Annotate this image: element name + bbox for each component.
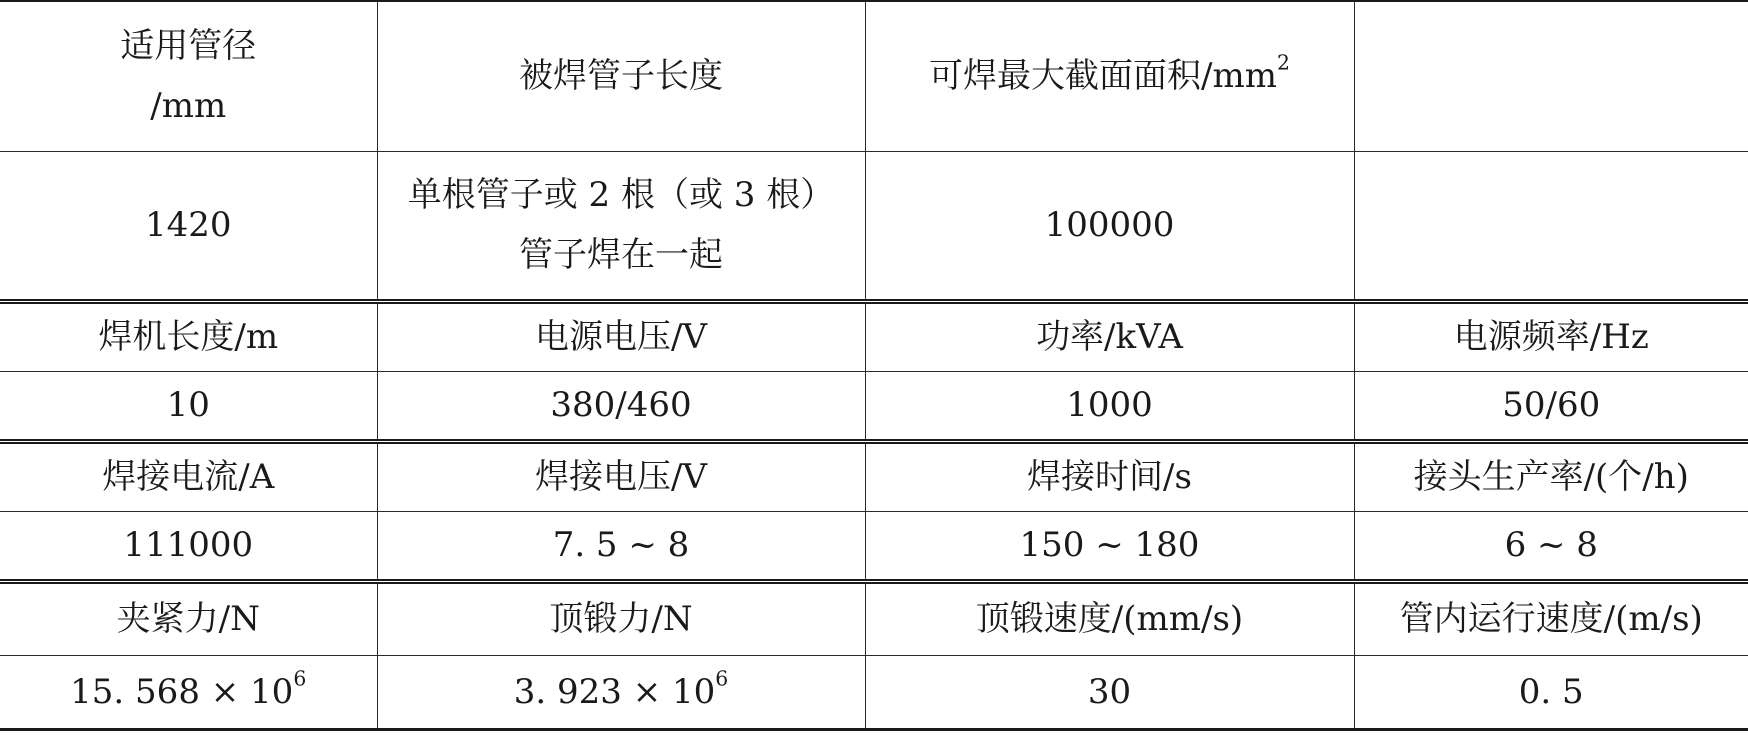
value-cell-welding-voltage: 7. 5 ~ 8 <box>377 511 865 581</box>
table-row <box>0 1 1748 151</box>
header-cell-empty <box>1354 1 1748 151</box>
header-cell-welding-time: 焊接时间/s <box>865 441 1354 511</box>
table-row <box>0 151 1748 301</box>
value-cell-clamping-force: 15. $568 \times 10^6$ <box>0 655 377 729</box>
header-cell-supply-frequency: 电源频率/Hz <box>1354 301 1748 371</box>
header-cell-upset-force: 顶锻力/N <box>377 581 865 655</box>
header-cell-welder-length: 焊机长度/m <box>0 301 377 371</box>
value-cell-upset-speed: 30 <box>865 655 1354 729</box>
value-cell-upset-force: 3. $923 \times 10^6$ <box>377 655 865 729</box>
header-cell-pipe-diameter: 适用管径 /mm <box>0 1 377 151</box>
value-cell-pipe-length: 单根管子或 2 根（或 3 根） 管子焊在一起 <box>377 151 865 301</box>
header-cell-in-pipe-speed: 管内运行速度/(m/s) <box>1354 581 1748 655</box>
header-cell-welding-current: 焊接电流/A <box>0 441 377 511</box>
table-row <box>0 441 1748 511</box>
table-row <box>0 371 1748 441</box>
header-cell-pipe-length: 被焊管子长度 <box>377 1 865 151</box>
value-cell-supply-voltage: 380/460 <box>377 371 865 441</box>
table-row <box>0 655 1748 729</box>
value-cell-in-pipe-speed: 0. 5 <box>1354 655 1748 729</box>
table-row <box>0 511 1748 581</box>
header-cell-upset-speed: 顶锻速度/(mm/s) <box>865 581 1354 655</box>
header-cell-supply-voltage: 电源电压/V <box>377 301 865 371</box>
value-cell-welder-length: 10 <box>0 371 377 441</box>
value-cell-welding-time: 150 ~ 180 <box>865 511 1354 581</box>
value-cell-pipe-diameter: 1420 <box>0 151 377 301</box>
value-cell-power: 1000 <box>865 371 1354 441</box>
value-cell-max-section-area: 100000 <box>865 151 1354 301</box>
header-cell-welding-voltage: 焊接电压/V <box>377 441 865 511</box>
value-cell-welding-current: 111000 <box>0 511 377 581</box>
table-row <box>0 581 1748 655</box>
table-row <box>0 301 1748 371</box>
header-cell-clamping-force: 夹紧力/N <box>0 581 377 655</box>
value-cell-supply-frequency: 50/60 <box>1354 371 1748 441</box>
header-cell-joint-productivity: 接头生产率/(个/h) <box>1354 441 1748 511</box>
header-cell-max-section-area: 可焊最大截面面积$/mm^2$ <box>865 1 1354 151</box>
value-cell-empty <box>1354 151 1748 301</box>
value-cell-joint-productivity: 6 ~ 8 <box>1354 511 1748 581</box>
header-cell-power: 功率/kVA <box>865 301 1354 371</box>
